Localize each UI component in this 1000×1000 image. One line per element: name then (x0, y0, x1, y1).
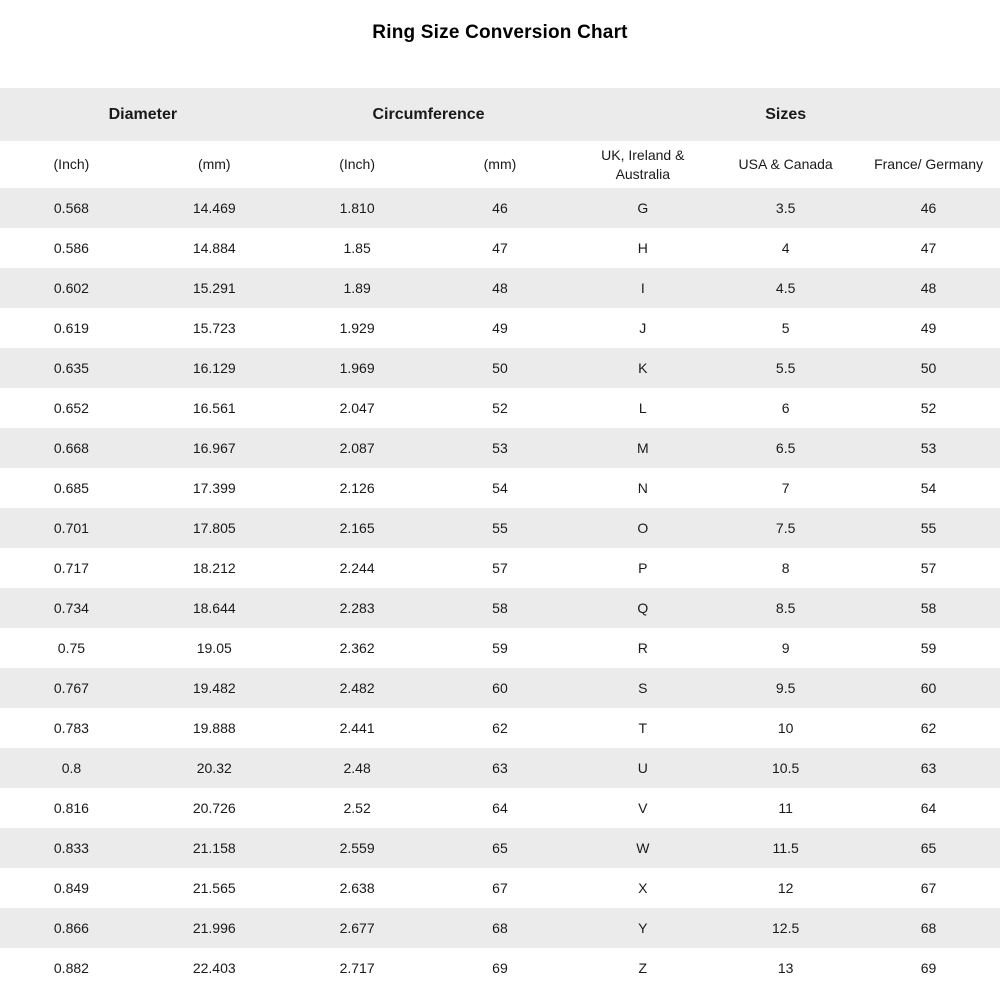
cell-diameter-inch: 0.866 (53, 920, 89, 936)
cell-circumference-mm: 62 (492, 720, 508, 736)
table-row (0, 428, 1000, 468)
cell-size-uk-ireland-australia: P (638, 560, 648, 576)
cell-size-uk-ireland-australia: J (639, 320, 647, 336)
cell-diameter-mm: 15.291 (192, 280, 236, 296)
cell-size-france-germany: 65 (920, 840, 937, 856)
cell-size-usa-canada: 5 (781, 320, 790, 336)
cell-circumference-inch: 1.969 (339, 360, 375, 376)
col-header-size-usa-canada: USA & Canada (714, 141, 857, 188)
table-row (0, 628, 1000, 668)
cell-size-france-germany: 55 (920, 520, 937, 536)
cell-size-usa-canada: 8.5 (775, 600, 796, 616)
table-row (0, 748, 1000, 788)
cell-circumference-inch: 2.48 (343, 760, 371, 776)
cell-size-uk-ireland-australia: N (637, 480, 648, 496)
cell-size-uk-ireland-australia: Z (638, 960, 648, 976)
cell-diameter-inch: 0.734 (53, 600, 89, 616)
cell-circumference-mm: 53 (492, 440, 508, 456)
table-row (0, 828, 1000, 868)
cell-diameter-mm: 17.805 (192, 520, 236, 536)
cell-diameter-mm: 19.05 (196, 640, 232, 656)
cell-size-usa-canada: 10 (777, 720, 794, 736)
col-header-diameter-inch: (Inch) (0, 141, 143, 188)
cell-diameter-inch: 0.849 (53, 880, 89, 896)
cell-circumference-inch: 2.52 (343, 800, 371, 816)
cell-circumference-mm: 46 (492, 200, 508, 216)
cell-size-usa-canada: 6 (781, 400, 790, 416)
cell-size-france-germany: 52 (920, 400, 937, 416)
cell-size-usa-canada: 9 (781, 640, 790, 656)
cell-diameter-mm: 20.726 (192, 800, 236, 816)
page-title: Ring Size Conversion Chart (372, 22, 628, 43)
cell-size-usa-canada: 12 (777, 880, 794, 896)
cell-diameter-mm: 16.561 (192, 400, 236, 416)
cell-size-usa-canada: 12.5 (772, 920, 800, 936)
cell-diameter-inch: 0.8 (61, 760, 82, 776)
cell-diameter-mm: 21.565 (192, 880, 236, 896)
cell-size-uk-ireland-australia: U (637, 760, 648, 776)
cell-diameter-inch: 0.568 (53, 200, 89, 216)
cell-diameter-mm: 14.469 (192, 200, 236, 216)
cell-circumference-inch: 2.638 (339, 880, 375, 896)
cell-diameter-inch: 0.75 (57, 640, 86, 656)
cell-circumference-inch: 1.85 (343, 240, 371, 256)
table-row (0, 908, 1000, 948)
cell-diameter-inch: 0.685 (53, 480, 89, 496)
cell-diameter-inch: 0.635 (53, 360, 89, 376)
table-row (0, 868, 1000, 908)
cell-size-uk-ireland-australia: S (638, 680, 648, 696)
cell-diameter-mm: 16.129 (192, 360, 236, 376)
cell-size-france-germany: 64 (920, 800, 937, 816)
cell-size-france-germany: 67 (920, 880, 937, 896)
cell-circumference-inch: 1.929 (339, 320, 375, 336)
table-row (0, 268, 1000, 308)
cell-size-usa-canada: 10.5 (772, 760, 800, 776)
cell-circumference-inch: 2.283 (339, 600, 375, 616)
cell-circumference-mm: 55 (492, 520, 508, 536)
col-header-size-france-germany: France/ Germany (857, 141, 1000, 188)
cell-size-uk-ireland-australia: M (636, 440, 649, 456)
cell-size-uk-ireland-australia: K (638, 360, 648, 376)
cell-size-france-germany: 46 (920, 200, 937, 216)
table-row (0, 948, 1000, 988)
cell-size-france-germany: 53 (920, 440, 937, 456)
cell-size-france-germany: 54 (920, 480, 937, 496)
cell-circumference-mm: 65 (492, 840, 508, 856)
cell-circumference-inch: 2.087 (339, 440, 375, 456)
table-subheader-row (0, 141, 1000, 188)
cell-size-france-germany: 59 (920, 640, 937, 656)
cell-size-france-germany: 62 (920, 720, 937, 736)
cell-circumference-inch: 2.559 (339, 840, 375, 856)
table-row (0, 548, 1000, 588)
table-body (0, 188, 1000, 988)
cell-circumference-mm: 50 (492, 360, 508, 376)
cell-size-uk-ireland-australia: R (637, 640, 648, 656)
cell-circumference-mm: 54 (492, 480, 508, 496)
cell-size-france-germany: 58 (920, 600, 937, 616)
cell-diameter-mm: 19.888 (192, 720, 236, 736)
cell-diameter-inch: 0.668 (53, 440, 89, 456)
cell-size-france-germany: 57 (920, 560, 937, 576)
cell-circumference-inch: 2.717 (339, 960, 375, 976)
table-row (0, 668, 1000, 708)
cell-size-usa-canada: 8 (781, 560, 790, 576)
table-row (0, 508, 1000, 548)
cell-circumference-inch: 2.441 (339, 720, 375, 736)
cell-size-uk-ireland-australia: Q (637, 600, 649, 616)
cell-size-usa-canada: 4.5 (775, 280, 796, 296)
cell-circumference-mm: 49 (492, 320, 508, 336)
cell-circumference-mm: 58 (492, 600, 508, 616)
col-header-circumference-inch: (Inch) (286, 141, 429, 188)
table-group-header-row (0, 88, 1000, 141)
cell-diameter-inch: 0.882 (53, 960, 89, 976)
cell-size-usa-canada: 5.5 (775, 360, 796, 376)
cell-circumference-inch: 2.165 (339, 520, 375, 536)
cell-diameter-inch: 0.783 (53, 720, 89, 736)
cell-circumference-inch: 2.362 (339, 640, 375, 656)
cell-circumference-inch: 1.810 (339, 200, 375, 216)
cell-diameter-mm: 17.399 (192, 480, 236, 496)
cell-circumference-inch: 2.482 (339, 680, 375, 696)
cell-circumference-inch: 2.677 (339, 920, 375, 936)
cell-diameter-mm: 20.32 (196, 760, 232, 776)
group-header-diameter: Diameter (0, 88, 286, 141)
cell-size-usa-canada: 4 (781, 240, 790, 256)
cell-circumference-mm: 63 (492, 760, 508, 776)
cell-size-usa-canada: 9.5 (775, 680, 796, 696)
cell-size-usa-canada: 3.5 (775, 200, 796, 216)
cell-diameter-mm: 16.967 (192, 440, 236, 456)
cell-size-france-germany: 49 (920, 320, 937, 336)
cell-diameter-inch: 0.833 (53, 840, 89, 856)
cell-size-france-germany: 69 (920, 960, 937, 976)
cell-size-uk-ireland-australia: O (637, 520, 649, 536)
cell-diameter-mm: 18.212 (192, 560, 236, 576)
col-header-circumference-mm: (mm) (429, 141, 572, 188)
cell-circumference-mm: 68 (492, 920, 508, 936)
table-row (0, 708, 1000, 748)
cell-circumference-mm: 48 (492, 280, 508, 296)
cell-size-usa-canada: 7.5 (775, 520, 796, 536)
cell-circumference-mm: 52 (492, 400, 508, 416)
cell-diameter-mm: 18.644 (192, 600, 236, 616)
cell-circumference-inch: 2.047 (339, 400, 375, 416)
cell-size-uk-ireland-australia: Y (638, 920, 648, 936)
cell-size-usa-canada: 7 (781, 480, 790, 496)
cell-diameter-inch: 0.602 (53, 280, 89, 296)
cell-circumference-mm: 57 (492, 560, 508, 576)
cell-size-uk-ireland-australia: T (638, 720, 648, 736)
table-row (0, 188, 1000, 228)
cell-diameter-inch: 0.586 (53, 240, 89, 256)
cell-diameter-inch: 0.717 (53, 560, 89, 576)
group-header-circumference: Circumference (286, 88, 572, 141)
group-header-sizes: Sizes (571, 88, 1000, 141)
cell-size-france-germany: 68 (920, 920, 937, 936)
cell-diameter-mm: 15.723 (192, 320, 236, 336)
cell-size-uk-ireland-australia: G (637, 200, 649, 216)
cell-diameter-mm: 19.482 (192, 680, 236, 696)
table-row (0, 228, 1000, 268)
cell-size-uk-ireland-australia: X (638, 880, 648, 896)
cell-circumference-mm: 59 (492, 640, 508, 656)
cell-size-france-germany: 50 (920, 360, 937, 376)
ring-size-table (0, 88, 1000, 988)
cell-size-usa-canada: 11.5 (772, 840, 799, 856)
cell-size-uk-ireland-australia: V (638, 800, 648, 816)
cell-size-france-germany: 60 (920, 680, 937, 696)
cell-diameter-inch: 0.619 (53, 320, 89, 336)
cell-circumference-inch: 1.89 (343, 280, 371, 296)
col-header-size-uk-ireland-australia: UK, Ireland & Australia (571, 141, 714, 188)
table-row (0, 388, 1000, 428)
cell-circumference-mm: 60 (492, 680, 508, 696)
cell-circumference-inch: 2.126 (339, 480, 375, 496)
table-row (0, 588, 1000, 628)
table-row (0, 308, 1000, 348)
cell-size-usa-canada: 6.5 (775, 440, 796, 456)
cell-size-uk-ireland-australia: H (637, 240, 648, 256)
cell-circumference-mm: 67 (492, 880, 508, 896)
cell-circumference-mm: 64 (492, 800, 508, 816)
table-row (0, 788, 1000, 828)
cell-circumference-mm: 47 (492, 240, 508, 256)
cell-diameter-inch: 0.816 (53, 800, 89, 816)
cell-diameter-inch: 0.767 (53, 680, 89, 696)
cell-diameter-mm: 22.403 (192, 960, 236, 976)
cell-diameter-inch: 0.652 (53, 400, 89, 416)
cell-circumference-mm: 69 (492, 960, 508, 976)
cell-size-usa-canada: 11 (778, 800, 793, 816)
cell-size-uk-ireland-australia: W (636, 840, 650, 856)
cell-diameter-mm: 21.158 (192, 840, 236, 856)
cell-size-france-germany: 63 (920, 760, 937, 776)
cell-size-uk-ireland-australia: L (638, 400, 647, 416)
cell-diameter-inch: 0.701 (53, 520, 89, 536)
cell-diameter-mm: 21.996 (192, 920, 236, 936)
cell-size-uk-ireland-australia: I (640, 280, 645, 296)
cell-size-usa-canada: 13 (777, 960, 794, 976)
table-row (0, 348, 1000, 388)
table-header (0, 88, 1000, 188)
col-header-diameter-mm: (mm) (143, 141, 286, 188)
cell-circumference-inch: 2.244 (339, 560, 375, 576)
cell-size-france-germany: 47 (920, 240, 937, 256)
cell-diameter-mm: 14.884 (192, 240, 236, 256)
cell-size-france-germany: 48 (920, 280, 937, 296)
table-row (0, 468, 1000, 508)
